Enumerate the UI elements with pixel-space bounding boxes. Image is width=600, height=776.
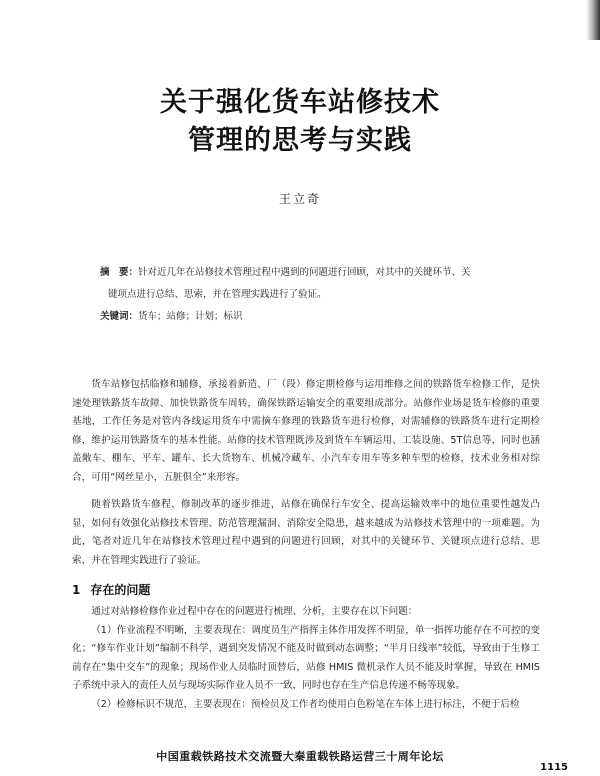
section-title: 存在的问题: [90, 583, 151, 597]
section1-paragraph-1: 通过对站修检修作业过程中存在的问题进行梳理、分析，主要存在以下问题：: [91, 606, 418, 617]
conference-footer: 中国重载铁路技术交流暨大秦重载铁路运营三十周年论坛: [156, 750, 444, 763]
abstract-label: 摘 要：: [100, 267, 139, 278]
keywords-line: [100, 306, 520, 328]
abstract-block: [100, 262, 520, 328]
abstract-line1: [100, 262, 520, 284]
section1-paragraph-2: （1）作业流程不明晰，主要表现在：调度员生产指挥主体作用发挥不明显，单一指挥功能存在不可控的变化；“修车作业计划”编制不科学，遇到突发情况不能及时做到动态调整；“半月日线率”较低，导致由于生修工前存在“集中交车”的现象；现场作业人员临时顶替后，站修 HMIS 微机录作人员不能及时掌握，导致在 HMIS 子系统中录入的责任人员与现场实际作业人员不一致，同时也存在生产信息传递不畅等现象。: [72, 624, 540, 691]
abstract-text-line1: 针对近几年在站修技术管理过程中遇到的问题进行回顾，对其中的关键环节、关: [138, 267, 471, 278]
paper-title-line1: 关于强化货车站修技术: [160, 87, 440, 118]
page-number: 1115: [540, 762, 568, 773]
keywords-text: 货车；站修；计划；标识: [138, 311, 243, 322]
section1-body: [72, 603, 540, 714]
scan-edge-shadow: [586, 0, 600, 40]
section-heading: [72, 581, 150, 598]
section1-paragraph-3: （2）检修标识不规范，主要表现在：预检员及工作者均使用白色粉笔在车体上进行标注，不便于后检: [91, 698, 520, 710]
author-name: 王立奇: [278, 192, 321, 206]
keywords-label: 关键词：: [100, 311, 139, 322]
intro-paragraph-2: [72, 496, 540, 570]
section-number: 1: [72, 583, 81, 597]
paragraph-text: 随着铁路货车修程、修制改革的逐步推进，站修在确保行车安全、提高运输效率中的地位重要性越发凸显，如何有效强化站修技术管理、防范管理漏洞、消除安全隐患，越来越成为站修技术管理中的一项难题。为此，笔者对近几年在站修技术管理过程中遇到的问题进行回顾，对其中的关键环节、关键项点进行总结、思索，并在管理实践进行了验证。: [72, 499, 540, 566]
paper-title-line2: 管理的思考与实践: [188, 125, 412, 156]
intro-paragraph-1: [72, 376, 540, 487]
abstract-text-line2: 键项点进行总结、思索，并在管理实践进行了验证。: [108, 289, 327, 300]
paragraph-text: 货车站修包括临修和辅修，承接着新造、厂（段）修定期检修与运用维修之间的铁路货车检修工作，是快速处理铁路货车故障、加快铁路货车周转，确保铁路运输安全的重要组成部分。站修作业场是货车检修的重要基地，工作任务是对管内各线运用货车中需摘车修理的铁路货车进行检修，对需辅修的铁路货车进行定期检修，维护运用铁路货车的基本性能。站修的技术管理既涉及到货车车辆运用、工装设施、5T信息等，同时也涵盖敞车、棚车、平车、罐车、长大货物车、机械冷藏车、小汽车专用车等多种车型的检修，技术业务相对综合，可用“网丝星小，五脏俱全”来形容。: [72, 379, 540, 483]
